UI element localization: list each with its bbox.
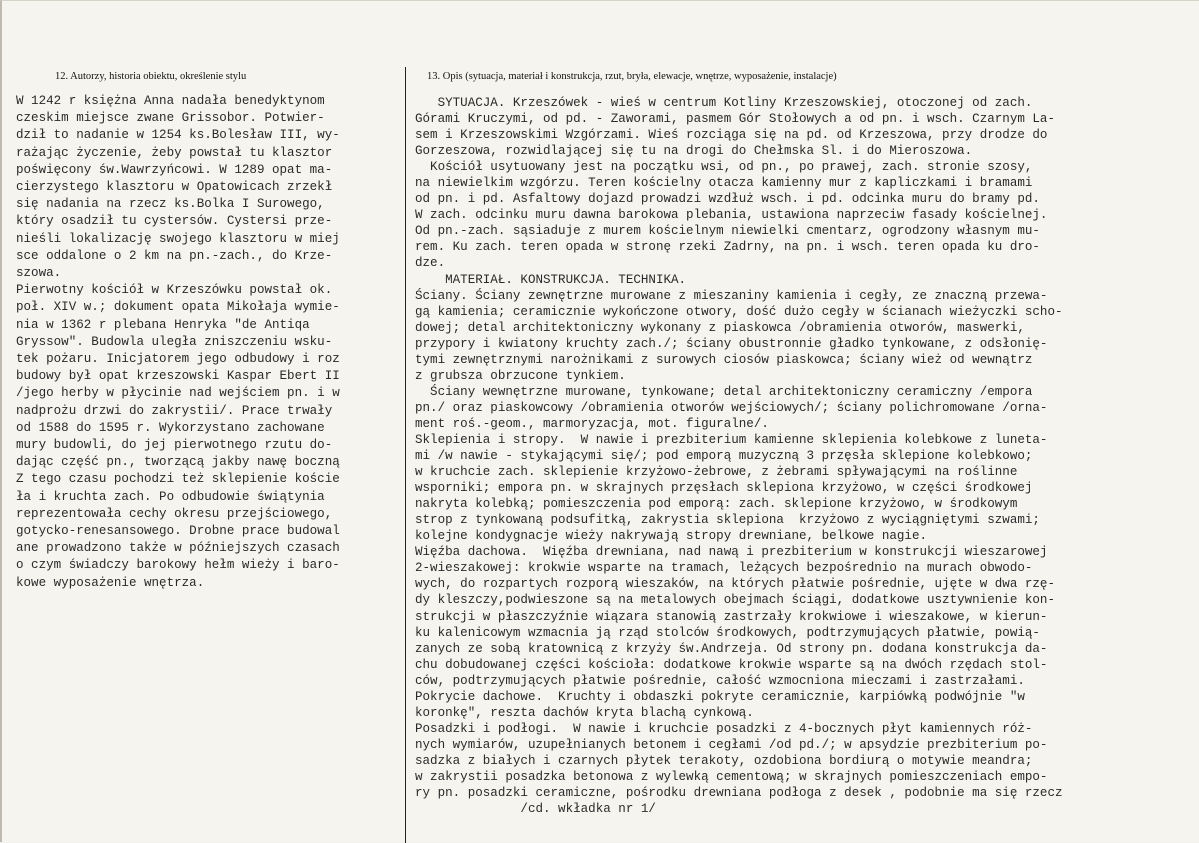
text-line: budowy był opat krzeszowski Kaspar Ebert II [16, 369, 340, 384]
text-line: nadprożu drzwi do zakrystii/. Prace trwały [16, 403, 333, 418]
text-line: tek pożaru. Inicjatorem jego odbudowy i roz [16, 352, 340, 367]
text-line: kowe wyposażenie wnętrza. [16, 575, 205, 590]
section-12-heading: 12. Autorzy, historia obiektu, określenie stylu [55, 71, 247, 82]
text-line: się nadania na rzecz ks.Bolka I Surowego, [16, 197, 325, 212]
text-line: /cd. wkładka nr 1/ [415, 802, 656, 817]
text-line: rażając życzenie, żeby powstał tu klasztor [16, 145, 333, 160]
text-line: mi /w nawie - stykającymi się/; pod emporą muzyczną 3 przęsła sklepione kolebkowo; [415, 449, 1033, 464]
text-line: Posadzki i podłogi. W nawie i kruchcie posadzki z 4-bocznych płyt kamiennych róż- [415, 721, 1033, 736]
description-text-column [415, 95, 1197, 817]
text-line: który osadził tu cystersów. Cystersi prze- [16, 214, 333, 229]
text-line: 2-wieszakowej: krokwie wsparte na tramach, leżących bezpośrednio na murach obwodo- [415, 561, 1033, 576]
text-line: dy kleszczy,podwieszone są na metalowych obejmach ściągi, dodatkowe usztywnienie kon- [415, 593, 1055, 608]
text-line: gą kamienia; ceramicznie wykończone otwory, dość dużo cegły w ścianach wieżyczki scho- [415, 304, 1063, 319]
text-line: od 1588 do 1595 r. Wykorzystano zachowane [16, 420, 325, 435]
text-line: Górami Kruczymi, od pd. - Zaworami, pasmem Gór Stołowych a od pn. i wsch. Czarnym La- [415, 112, 1055, 127]
text-line: Ściany. Ściany zewnętrzne murowane z mieszaniny kamienia i cegły, ze znaczną przewa- [415, 288, 1048, 303]
text-line: w kruchcie zach. sklepienie krzyżowo-żebrowe, z żebrami spływającymi na roślinne [415, 465, 1018, 480]
text-line: /jego herby w płycinie nad wejściem pn. i w [16, 386, 340, 401]
text-line: dze. [415, 256, 446, 271]
column-divider [405, 67, 406, 843]
text-line: chu dobudowanej części kościoła: dodatkowe krokwie wsparte są na dwóch rzędach stol- [415, 657, 1048, 672]
text-line: ła i kruchta zach. Po odbudowie świątynia [16, 489, 325, 504]
text-line: wsporniki; empora pn. w skrajnych przęsłach sklepiona krzyżowo, w części środkowej [415, 481, 1033, 496]
text-line: sadzka z białych i czarnych płytek terakoty, ozdobiona bordiurą o motywie meandra; [415, 753, 1033, 768]
text-line: wych, do rozpartych rozporą wieszaków, na których płatwie pośrednie, ujęte w dwa rzę- [415, 577, 1055, 592]
text-line: gotycko-renesansowego. Drobne prace budowal [16, 524, 340, 539]
text-line: koronkę", reszta dachów kryta blachą cynkową. [415, 705, 754, 720]
text-line: W 1242 r księżna Anna nadała benedyktynom [16, 94, 325, 108]
text-line: nych wymiarów, uzupełnianych betonem i cegłami /od pd./; w apsydzie prezbiterium po- [415, 737, 1048, 752]
text-line: poł. XIV w.; dokument opata Mikołaja wymie- [16, 300, 340, 315]
text-line: cierzystego klasztoru w Opatowicach zrzekł [16, 180, 333, 195]
text-line: nakryta kolebką; pomieszczenia pod emporą: zach. sklepione krzyżowo, w środkowym [415, 497, 1018, 512]
text-line: dził to nadanie w 1254 ks.Bolesław III, wy- [16, 128, 340, 143]
section-13-heading: 13. Opis (sytuacja, materiał i konstrukcja, rzut, bryła, elewacje, wnętrze, wyposażenie, instalacje) [427, 71, 837, 82]
text-line: SYTUACJA. Krzeszówek - wieś w centrum Kotliny Krzeszowskiej, otoczonej od zach. [415, 96, 1033, 110]
text-line: na niewielkim wzgórzu. Teren kościelny otacza kamienny mur z kapliczkami i bramami [415, 176, 1033, 191]
text-line: Pokrycie dachowe. Kruchty i obdaszki pokryte ceramicznie, karpiówką podwójnie "w [415, 689, 1025, 704]
text-line: Z tego czasu pochodzi też sklepienie koście [16, 472, 340, 487]
text-line: poświęcony św.Wawrzyńcowi. W 1289 opat ma- [16, 162, 333, 177]
text-line: ment roś.-geom., marmoryzacja, mot. figuralne/. [415, 416, 769, 431]
text-line: reprezentowała cechy okresu przejściowego, [16, 506, 333, 521]
text-line: Ściany wewnętrzne murowane, tynkowane; detal architektoniczny ceramiczny /empora [415, 384, 1033, 399]
text-line: ry pn. posadzki ceramiczne, pośrodku drewniana podłoga z desek , podobnie ma się rzecz [415, 786, 1063, 801]
text-line: Gorzeszowa, rozwidlającej się tu na drogi do Chełmska Sl. i do Mieroszowa. [415, 144, 973, 159]
text-line: ane prowadzono także w późniejszych czasach [16, 541, 340, 556]
text-line: ku kalenicowym wzmacnia ją rząd stolców środkowych, podtrzymujących płatwie, powią- [415, 625, 1040, 640]
text-line: Więźba dachowa. Więźba drewniana, nad nawą i prezbiterium w konstrukcji wieszarowej [415, 545, 1048, 560]
text-line: od pn. i pd. Asfaltowy dojazd prowadzi wzdłuż wsch. i pd. odcinka muru do bramy pd. [415, 192, 1040, 207]
text-line: dowej; detal architektoniczny wykonany z piaskowca /obramienia otworów, maswerki, [415, 320, 1025, 335]
text-line: mury budowli, do jej pierwotnego rzutu do- [16, 438, 333, 453]
text-line: w zakrystii posadzka betonowa z wylewką cementową; w skrajnych pomieszczeniach empo- [415, 769, 1048, 784]
text-line: strop z tynkowaną podsufitką, zakrystia sklepiona krzyżowo z wyciągniętymi szwami; [415, 513, 1040, 528]
text-line: o czym świadczy barokowy hełm wieży i baro- [16, 558, 340, 573]
text-line: pn./ oraz piaskowcowy /obramienia otworów wejściowych/; ściany polichromowane /orna- [415, 400, 1048, 415]
text-line: tymi zewnętrznymi narożnikami z surowych ciosów piaskowca; ściany wież od wewnątrz [415, 352, 1033, 367]
text-line: nia w 1362 r plebana Henryka "de Antiqa [16, 317, 310, 332]
text-line: dając część pn., tworzącą jakby nawę boczną [16, 455, 340, 470]
text-line: rem. Ku zach. teren opada w stronę rzeki Zadrny, na pn. i wsch. teren opada ku dro- [415, 240, 1040, 255]
text-line: szowa. [16, 266, 62, 281]
text-line: Kościół usytuowany jest na początku wsi, od pn., po prawej, zach. stronie szosy, [415, 160, 1033, 175]
text-line: ców, podtrzymujących płatwie pośrednie, całość wzmocniona mieczami i zastrzałami. [415, 673, 1025, 688]
text-line: z grubsza obrzucone tynkiem. [415, 368, 626, 383]
text-line: Gryssow". Budowla uległa zniszczeniu wsku- [16, 334, 333, 349]
text-line: nieśli lokalizację swojego klasztoru w miej [16, 231, 340, 246]
text-line: W zach. odcinku muru dawna barokowa plebania, ustawiona naprzeciw fasady kościelnej. [415, 208, 1048, 223]
text-line: przypory i kwiatony kruchty zach./; ściany obustronnie gładko tynkowane, z odsłonię- [415, 336, 1048, 351]
text-line: strukcji w płaszczyźnie wiązara stanowią zastrzały krokwiowe i wieszakowe, w kierun- [415, 609, 1048, 624]
text-line: sce oddalone o 2 km na pn.-zach., do Krze- [16, 248, 333, 263]
history-text-column [16, 93, 402, 592]
text-line: Pierwotny kościół w Krzeszówku powstał ok. [16, 283, 333, 298]
text-line: Od pn.-zach. sąsiaduje z murem kościelnym niewielki cmentarz, ogrodzony własnym mu- [415, 224, 1040, 239]
text-line: MATERIAŁ. KONSTRUKCJA. TECHNIKA. [415, 272, 687, 287]
text-line: Sklepienia i stropy. W nawie i prezbiterium kamienne sklepienia kolebkowe z luneta- [415, 432, 1048, 447]
text-line: zanych ze sobą kratownicą z krzyży św.Andrzeja. Od strony pn. dodana konstrukcja da- [415, 641, 1048, 656]
text-line: kolejne kondygnacje wieży nakrywają stropy drewniane, belkowe nagie. [415, 529, 927, 544]
text-line: czeskim miejsce zwane Grissobor. Potwier- [16, 111, 325, 126]
text-line: sem i Krzeszowskimi Wzgórzami. Wieś rozciąga się na pd. od Krzeszowa, przy drodze do [415, 128, 1048, 143]
